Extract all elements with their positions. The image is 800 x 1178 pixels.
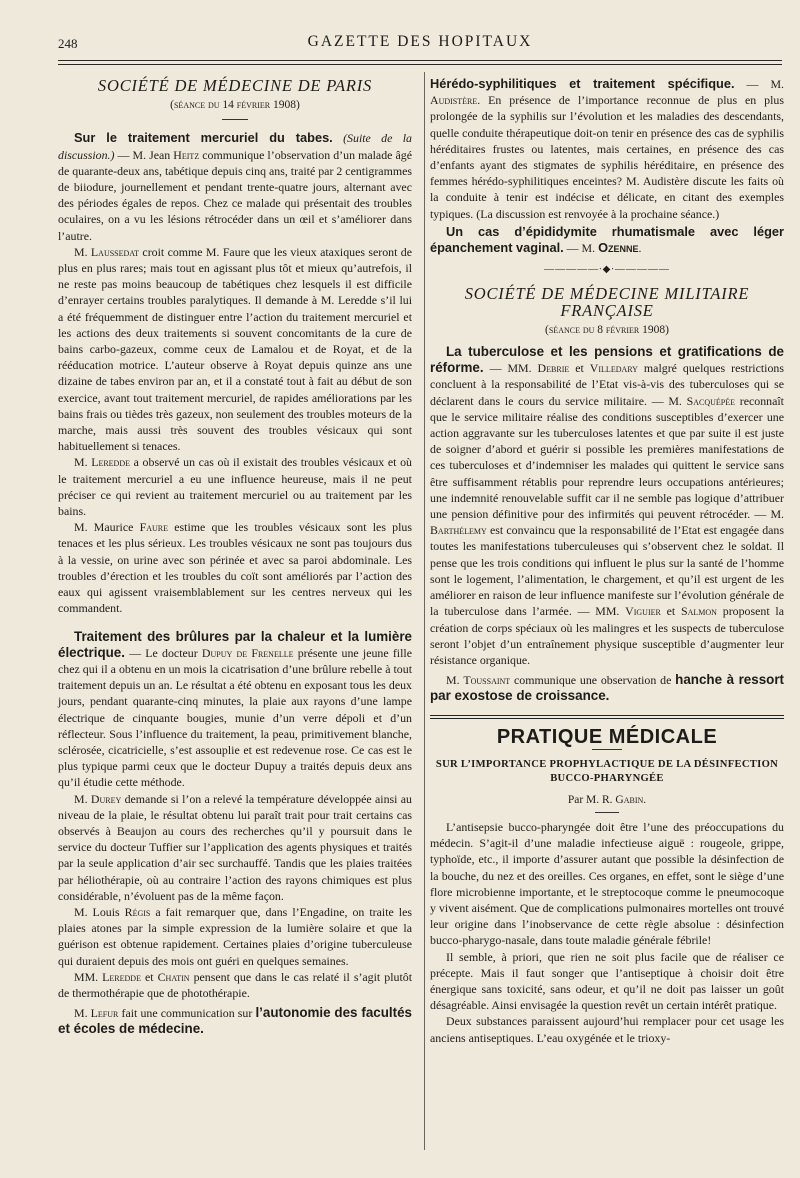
paragraph-text: a observé un cas où il existait des troubles vésicaux et où le traitement mercuriel a eu une influence heureuse, mais il ne peut préciser ce qui revient au traitement mercuriel ou au traitement par les bains.	[58, 455, 412, 519]
section-separator	[222, 119, 248, 120]
session-date: (séance du 8 février 1908)	[545, 323, 669, 336]
author-name: Salmon	[681, 604, 717, 619]
section-separator	[592, 749, 622, 750]
author-name: Dupuy de Frenelle	[201, 645, 294, 660]
page-header	[58, 30, 782, 54]
author-name: Laussedat	[90, 244, 140, 259]
paragraph-text: pensent que dans le cas relaté il s’agit plutôt de thermothérapie que de photothérapie.	[58, 969, 413, 1000]
ornament-divider: —————∙◆∙—————	[544, 264, 670, 276]
text-run: — M. Jean	[114, 147, 174, 162]
header-rule-thin	[58, 64, 782, 65]
paragraph-text: reconnaît que le service militaire réalise des conditions susceptibles d’exercer une action aggravante sur les tuberculoses latentes et que par suite il est juste de soigner d’abord et guérir si possible les premières manifestations de ces tuberculoses et d’indemniser les malades qui quittent le service sans être suffisamment rétablis pour reprendre leurs occupations antérieures; une indemnité renouvelable suffit car il ne semble pas logique d’attribuer une pension définitive pour des infirmités qui peuvent rétrocéder. — M.	[430, 393, 784, 522]
article-title: hanche à ressort par exostose de croissance.	[430, 672, 784, 704]
author-name: Heitz	[173, 147, 200, 162]
text-run: M. Louis	[74, 904, 125, 919]
text-run: .	[643, 793, 647, 806]
paragraph-text: Deux substances paraissent aujourd’hui remplacer pour cet usage les anciens antiseptiques. L’eau oxygénée et le trioxy-	[430, 1014, 784, 1045]
author-name: Faure	[139, 520, 169, 535]
article-subtitle: SUR L’IMPORTANCE PROPHYLACTIQUE DE LA DÉSINFECTION BUCCO-PHARYNGÉE	[435, 758, 779, 784]
text-run: M. Maurice	[74, 520, 140, 535]
author-name: Barthélemy	[430, 523, 487, 538]
paragraph-text: est convaincu que la responsabilité de l’Etat est engagée dans toutes les manifestations tuberculeuses qui s’observent chez le soldat. Il pense que les trois conditions qui influent le plus sur la santé de l’homme sont le logement, l’alimentation, le chargement, et qu’il est urgent de les améliorer en raison de leur influence manifeste sur l’évolution générale de la tuberculose dans l’armée. — MM.	[430, 523, 784, 619]
section-title: PRATIQUE MÉDICALE	[496, 725, 718, 748]
article-heredo-syphilitiques	[430, 76, 784, 222]
article-title: Hérédo-syphilitiques et traitement spécifique.	[430, 76, 735, 91]
text-run: — M.	[734, 77, 784, 91]
author-name: Durey	[90, 791, 122, 806]
double-rule	[430, 715, 784, 719]
society-heading: SOCIÉTÉ DE MÉDECINE MILITAIRE FRANÇAISE	[464, 284, 750, 320]
paragraph-faure	[58, 519, 412, 616]
author-name: Leredde	[102, 969, 141, 984]
left-column	[58, 76, 412, 1038]
paragraph-text: Il semble, à priori, que rien ne soit plus facile que de réaliser ce précepte. Mais il faut songer que l’antiseptique à choisir doit être énergique sans toxicité, sans odeur, et qu’il ne doit pas laisser un goût désagréable. Ainsi envisagée la question revêt un certain intérêt pratique.	[430, 949, 784, 1013]
text-run: fait une communication sur	[118, 1006, 256, 1021]
article-title: Sur le traitement mercuriel du tabes.	[74, 130, 333, 146]
article-title: Traitement des brûlures par la chaleur et la lumière électrique.	[58, 628, 412, 660]
text-run: communique une observation de	[510, 673, 676, 688]
author-name: Sacquépée	[686, 393, 735, 408]
article-tuberculose	[430, 344, 784, 668]
text-run: M.	[74, 1006, 91, 1021]
text-run: M.	[74, 455, 92, 470]
paragraph-durey	[58, 791, 412, 904]
article-brulures	[58, 629, 412, 791]
author-name: Ozenne	[598, 240, 639, 256]
paragraph-text: présente une jeune fille chez qui il a obtenu en un mois la cicatrisation d’une brûlure rebelle à tout traitement depuis un an. Le résultat a été obtenu en exposant tous les deux jours, pendant quarante-cinq minutes, la plaie aux rayons d’une lampe électrique de cinquante bougies, munie d’un verre dépoli et d’un réflecteur. Sous l’influence du traitement, la peau, primitivement blanche, sclérosée, cicatricielle, s’est assouplie et est redevenue rose. Ce cas est le plus typique parmi ceux que le docteur Dupuy a traités depuis deux ans qu’il étudie cette méthode.	[58, 645, 412, 790]
article-title: l’autonomie des facultés et écoles de médecine.	[58, 1005, 412, 1037]
paragraph-leredde	[58, 454, 412, 519]
author-name: Debrie	[537, 361, 570, 376]
text-run: M.	[74, 791, 91, 806]
paragraph-regis	[58, 904, 412, 969]
author-name: Toussaint	[463, 673, 511, 688]
text-run: — M.	[563, 241, 599, 256]
paragraph-lefur	[58, 1005, 412, 1037]
society-heading: SOCIÉTÉ DE MÉDECINE DE PARIS	[97, 76, 373, 95]
text-run: et	[569, 361, 590, 376]
paragraph-laussedat	[58, 244, 412, 455]
text-run: et	[140, 969, 158, 984]
text-run: et	[660, 604, 682, 619]
text-run: M.	[74, 244, 91, 259]
paragraph-text: demande si l’on a relevé la température développée ainsi au niveau de la plaie, le résultat obtenu lui paraît trait pour trait certains cas observés à Beaujon au cours des recherches qu’il y poursuit dans le service du docteur Tuffier sur l’application des agents physiques et traités par la seule application d’air sec surchauffé. Tandis que les plaies traitées par héliothérapie, où au contraire l’action des rayons chimiques est plus considérable, n’évoluent pas de la même façon.	[58, 791, 412, 903]
author-name: Villedary	[589, 361, 638, 376]
article-tabes	[58, 130, 412, 243]
author-name: Chatin	[157, 969, 190, 984]
author-name: Lefur	[90, 1006, 119, 1021]
right-column	[430, 76, 784, 1046]
text-run: MM.	[74, 969, 103, 984]
paragraph-text: L’antisepsie bucco-pharyngée doit être l’une des préoccupations du médecin. S’agit-il d’une maladie infectieuse aiguë : rougeole, grippe, typhoïde, etc., il importe d’assurer autant que possible la désinfection de la bouche, du nez et des oreilles. Ces organes, en effet, sont le siège d’une flore microbienne importante, et le streptocoque comme le pneumocoque y vivent aisément. Que de complications pulmonaires mortelles ont trouvé leur origine dans l’inobservance de cette règle absolue : désinfection bucco-pharygo-nasale, dans toute maladie générale fébrile!	[430, 819, 784, 948]
author-name: Leredde	[91, 455, 131, 470]
paragraph-text: estime que les troubles vésicaux sont les plus tenaces et les plus sérieux. Les troubles vésicaux ne sont pas toujours dus à la vessie, on urine avec son périnée et avec sa paroi abdominale. Les troubles d’érection et les troubles du coït sont améliorés par l’action des eaux qui agissent vraisemblablement sur les centres nerveux qui les commandent.	[58, 520, 412, 616]
author-name: Viguier	[625, 604, 661, 619]
paragraph-text: communique l’observation d’un malade âgé de quarante-deux ans, tabétique depuis cinq ans, traité par 2 centigrammes de biiodure, journellement et pendant trente-quatre jours, alternant avec des périodes égales de repos. Chez ce malade qui présentait des troubles oculaires, on a vu les lésions rétrocéder dans un œil et s’améliorer dans l’autre.	[58, 147, 412, 243]
text-run: Par M. R.	[567, 793, 616, 806]
paragraph-text: malgré quelques restrictions concluent à la responsabilité de l’Etat vis-à-vis des tuberculoses qui se déclarent dans le cours du service militaire. — M.	[430, 361, 784, 408]
header-rule-thick	[58, 60, 782, 61]
text-run: — Le docteur	[124, 645, 202, 660]
article-title: La tuberculose et les pensions et gratifications de réforme.	[430, 344, 784, 376]
article-author	[430, 792, 784, 808]
page-number: 248	[58, 36, 78, 51]
section-separator	[595, 812, 619, 813]
journal-title: GAZETTE DES HOPITAUX	[307, 33, 533, 50]
article-title: Un cas d’épididymite rhumatismale avec léger épanchement vaginal.	[430, 223, 784, 256]
author-name: Régis	[124, 904, 151, 919]
text-run: .	[638, 241, 642, 256]
session-date: (séance du 14 février 1908)	[170, 99, 300, 112]
paragraph-text: a fait remarquer que, dans l’Engadine, on traite les plaies atones par la simple expression de la lumière solaire et que la guérison est obtenue rapidement. Certaines plaies d’origine tuberculeuse qui duraient depuis des mois ont guéri en quelques semaines.	[58, 904, 412, 968]
paragraph-toussaint	[430, 672, 784, 704]
text-run: — MM.	[483, 361, 538, 376]
paragraph-text: croit comme M. Faure que les vieux ataxiques seront de plus en plus rares; mais tout en agissant plus tôt et mieux qu’autrefois, il ne reste pas moins beaucoup de tabétiques chez lesquels il est difficile d’enrayer certains troubles paralytiques. Il demande à M. Leredde s’il lui a été fréquemment de distinguer entre l’action du traitement mercuriel et les actions des deux traitements si souvent concomitants de la cure de bains carbo-gazeux, comme ceux de Lamalou et de Royat, et de la rééducation motrice. L’auteur observe à Royat depuis quinze ans une dizaine de tabes environ par an, et il a constaté tout à fait au début de son exercice, avant tout traitement mercuriel, de rapides améliorations par les bains frais ou tièdes très gazeux, non seulement des troubles moteurs de la marche, mais aussi très souvent des troubles vésicaux qui sont habituellement si tenaces.	[58, 244, 412, 454]
article-note: (Suite de la discussion.)	[58, 131, 412, 162]
column-divider	[424, 72, 425, 1150]
article-epididymite	[430, 224, 784, 256]
paragraph-leredde-chatin	[58, 969, 412, 1001]
paragraph-text: proposent la création de corps spéciaux où les malingres et les suspects de tuberculose seront l’objet d’un entraînement physique susceptible d’augmenter leur résistance organique.	[430, 604, 785, 667]
author-name: Audistère	[430, 93, 478, 108]
paragraph-text: . En présence de l’importance reconnue de plus en plus prolongée de la syphilis sur l’évolution et les maladies des descendants, quelle conduite thérapeutique doit-on tenir en présence des cas de syphilis héréditaires frustes ou latentes, mais certaines, en présence des cas d’enfants ayant des stigmates de syphilis héréditaire, en présence des femmes hérédo-syphilitiques enceintes? M. Audistère discute les faits où la conduite à tenir est indécise et délicate, en citant des exemples typiques. (La discussion est renvoyée à la prochaine séance.)	[430, 93, 784, 221]
author-name: Gabin	[615, 793, 644, 806]
text-run: M.	[446, 673, 464, 688]
